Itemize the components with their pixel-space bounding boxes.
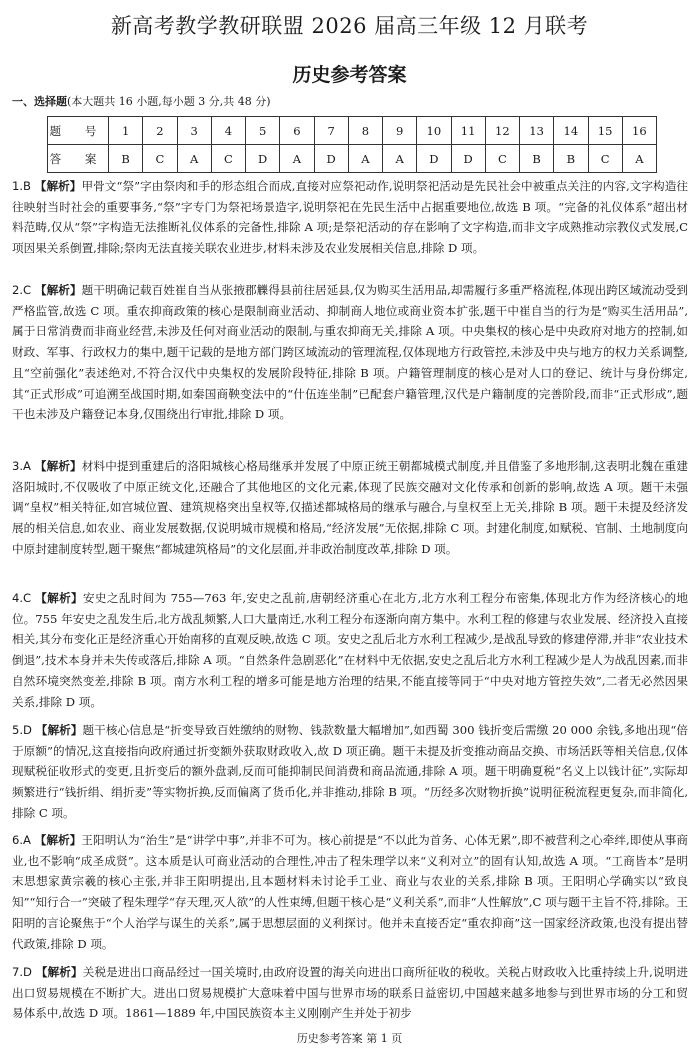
number-row-label: 题 号	[48, 117, 109, 145]
question-number: 11	[451, 117, 485, 145]
question-label: 1.B	[12, 179, 32, 193]
question-number: 16	[622, 117, 656, 145]
answer-cell: B	[109, 145, 143, 173]
answer-explanation-5	[12, 720, 688, 830]
question-label: 3.A	[12, 459, 31, 473]
answer-row-label: 答 案	[48, 145, 109, 173]
explanation-text: 题干明确记载百姓崔自当从张掖郡觻得县前往居延县,仅为购买生活用品,却需履行多重严格流程,体现出跨区域流动受到严格监管,故选 C 项。重农抑商政策的核心是限制商业活动、抑制商人地位或商业资本扩张,题干中崔自当的行为是“购买生活用品”,属于日常消费而非商业经营,未涉及任何对商业活动的限制,与重农抑商无关,排除 A 项。中央集权的核心是中央政府对地方的控制,如财政、军事、行政权力的集中,题干记载的是地方部门跨区域流动的管理流程,仅体现地方行政管控,未涉及中央与地方的权力关系调整,且“空前强化”表述绝对,不符合汉代中央集权的发展阶段特征,排除 B 项。户籍管理制度的核心是对人口的登记、统计与身份绑定,其“正式形成”可追溯至战国时期,如秦国商鞅变法中的“什伍连坐制”已配套户籍管理,汉代是户籍制度的完善阶段,而非“正式形成”,题干也未涉及户籍登记本身,仅围绕出行审批,排除 D 项。	[12, 283, 688, 422]
answer-explanation-4	[12, 588, 688, 720]
explanation-text: 材料中提到重建后的洛阳城核心格局继承并发展了中原正统王朝都城模式制度,并且借鉴了多地形制,这表明北魏在重建洛阳城时,不仅吸收了中原正统文化,还融合了其他地区的文化元素,体现了民族交融对文化传承和创新的影响,故选 A 项。题干未强调“皇权”相关特征,如宫城位置、建筑规格突出皇权等,仅描述都城格局的继承与融合,与皇权至上无关,排除 B 项。题干未提及经济发展的相关信息,如农业、商业发展数据,仅说明城市规模和格局,“经济发展”无依据,排除 C 项。封建化制度,如赋税、官制、土地制度向中原封建制度转型,题干聚焦“都城建筑格局”的文化层面,并非政治制度改革,排除 D 项。	[12, 459, 688, 556]
answer-cell: D	[246, 145, 280, 173]
explanation-text: 王阳明认为“治生”是“讲学中事”,并非不可为。核心前提是“不以此为首务、心体无累”,即不被营利之心牵绊,即使从事商业,也不影响“成圣成贤”。这本质是认可商业活动的合理性,冲击了程朱理学以来“义利对立”的固有认知,故选 A 项。“工商皆本”是明末思想家黄宗羲的核心主张,并非王阳明提出,且本题材料未讨论手工业、商业与农业的关系,排除 B 项。王阳明心学确实以“致良知”“知行合一”突破了程朱理学“存天理,灭人欲”的人性束缚,但题干核心是“义利关系”,而非“人性解放”,C 项与题干主旨不符,排除。王阳明的言论聚焦于“个人治学与谋生的关系”,属于思想层面的义利探讨。他并未直接否定“重农抑商”这一国家经济政策,也没有提出替代政策,排除 D 项。	[12, 833, 688, 951]
question-number: 7	[314, 117, 348, 145]
answer-cell: D	[451, 145, 485, 173]
answer-cell: C	[211, 145, 245, 173]
question-number: 2	[143, 117, 177, 145]
question-number: 15	[588, 117, 622, 145]
question-number: 13	[520, 117, 554, 145]
section-desc: (本大题共 16 小题,每小题 3 分,共 48 分)	[67, 95, 271, 108]
question-label: 4.C	[12, 591, 32, 605]
answer-table-answer-row	[48, 145, 657, 173]
analysis-tag: 【解析】	[34, 283, 82, 297]
analysis-tag: 【解析】	[34, 179, 82, 193]
question-number: 5	[246, 117, 280, 145]
answer-explanation-3	[12, 456, 688, 588]
question-number: 12	[485, 117, 519, 145]
answer-cell: C	[485, 145, 519, 173]
explanation-text: 甲骨文“祭”字由祭肉和手的形态组合而成,直接对应祭祀动作,说明祭祀活动是先民社会中被重点关注的内容,文字构造往往映射当时社会的重要事务,“祭”字专门为祭祀场景造字,说明祭祀在先民生活中占据重要地位,故选 B 项。“完备的礼仪体系”超出材料范畴,仅从“祭”字构造无法推断礼仪体系的完备性,排除 A 项;是祭祀活动的存在影响了文字构造,而非文字成熟推动宗教仪式发展,C 项因果关系倒置,排除;祭肉无法直接关联农业进步,材料未涉及农业发展相关信息,排除 D 项。	[12, 179, 688, 256]
page-subtitle: 历史参考答案	[292, 64, 407, 86]
explanation-text: 安史之乱时间为 755—763 年,安史之乱前,唐朝经济重心在北方,北方水利工程分布密集,体现北方作为经济核心的地位。755 年安史之乱发生后,北方战乱频繁,人口大量南迁,水利工程分布逐渐向南方集中。水利工程的修建与农业发展、经济投入直接相关,其分布变化正是经济重心开始南移的直观反映,故选 C 项。安史之乱后北方水利工程减少,是战乱导致的修建停滞,并非“农业技术倒退”,技术本身并未失传或落后,排除 A 项。“自然条件急剧恶化”在材料中无依据,安史之乱后北方水利工程减少是人为战乱因素,而非自然环境突然变差,排除 B 项。南方水利工程的增多可能是地方治理的结果,不能直接等同于“中央对地方管控失效”,二者无必然因果关系,排除 D 项。	[12, 591, 688, 709]
question-number: 6	[280, 117, 314, 145]
answer-cell: B	[554, 145, 588, 173]
answer-cell: A	[177, 145, 211, 173]
answer-cell: B	[520, 145, 554, 173]
answer-cell: D	[314, 145, 348, 173]
question-number: 4	[211, 117, 245, 145]
question-number: 9	[383, 117, 417, 145]
answer-explanation-7	[12, 962, 688, 1026]
explanation-text: 关税是进出口商品经过一国关境时,由政府设置的海关向进出口商所征收的税收。关税占财政收入比重持续上升,说明进出口贸易规模在不断扩大。进出口贸易规模扩大意味着中国与世界市场的联系日益密切,中国越来越多地参与到世界市场的分工和贸易体系中,故选 D 项。1861—1889 年,中国民族资本主义刚刚产生并处于初步	[12, 965, 688, 1021]
question-label: 5.D	[12, 723, 32, 737]
question-label: 6.A	[12, 833, 31, 847]
analysis-tag: 【解析】	[35, 723, 83, 737]
page-footer: 历史参考答案 第 1 页	[296, 1032, 403, 1045]
answer-explanation-6	[12, 830, 688, 962]
answer-cell: A	[348, 145, 382, 173]
section-heading	[12, 94, 271, 110]
explanation-text: 题干核心信息是“折变导致百姓缴纳的财物、钱款数量大幅增加”,如西蜀 300 钱折变后需缴 20 000 余钱,多地出现“倍于原额”的情况,这直接指向政府通过折变额外获取财政收入,故 D 项正确。题干未提及折变推动商品交换、市场活跃等相关信息,仅体现赋税征收形式的变更,且折变后的额外盘剥,反而可能抑制民间消费和商品流通,排除 A 项。题干明确夏税“名义上以钱计征”,实际却频繁进行“钱折绢、绢折麦”等实物折换,反而偏离了货币化,并非推动,排除 B 项。“历经多次财物折换”说明征税流程更复杂,而非简化,排除 C 项。	[12, 723, 688, 820]
question-number: 14	[554, 117, 588, 145]
analysis-tag: 【解析】	[34, 833, 82, 847]
question-number: 3	[177, 117, 211, 145]
question-label: 7.D	[12, 965, 32, 979]
analysis-tag: 【解析】	[35, 965, 83, 979]
answer-cell: C	[143, 145, 177, 173]
answer-explanation-1	[12, 176, 688, 280]
answer-table	[47, 116, 657, 173]
answer-table-number-row	[48, 117, 657, 145]
question-label: 2.C	[12, 283, 32, 297]
answer-cell: A	[280, 145, 314, 173]
answer-cell: A	[383, 145, 417, 173]
answer-cell: D	[417, 145, 451, 173]
question-number: 1	[109, 117, 143, 145]
page-title: 新高考教学教研联盟 2026 届高三年级 12 月联考	[110, 14, 589, 38]
answer-cell: C	[588, 145, 622, 173]
section-label: 一、选择题	[12, 95, 67, 108]
answer-explanation-2	[12, 280, 688, 456]
question-number: 8	[348, 117, 382, 145]
analysis-tag: 【解析】	[34, 459, 82, 473]
question-number: 10	[417, 117, 451, 145]
analysis-tag: 【解析】	[35, 591, 83, 605]
answer-cell: A	[622, 145, 656, 173]
